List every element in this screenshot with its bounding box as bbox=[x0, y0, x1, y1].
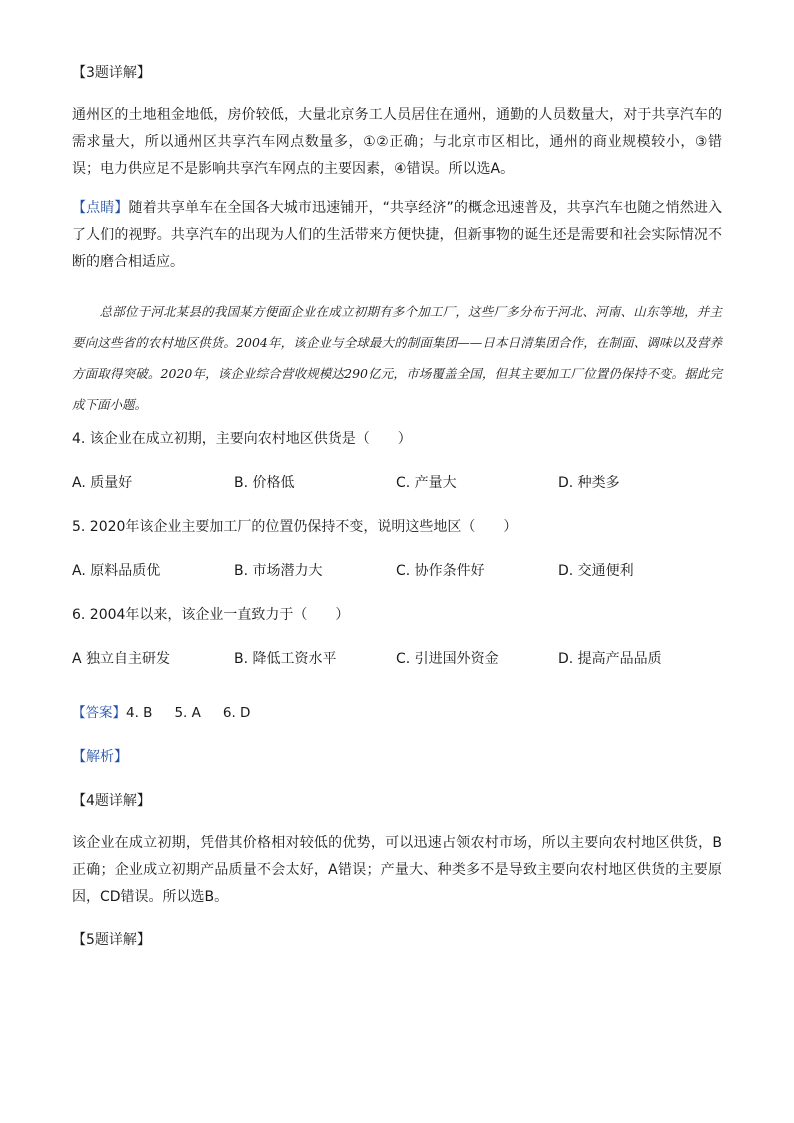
question-5-stem: 5. 2020年该企业主要加工厂的位置仍保持不变，说明这些地区（ ） bbox=[72, 519, 518, 535]
answer-6: 6. D bbox=[222, 705, 251, 721]
option-c: C. 协作条件好 bbox=[396, 563, 485, 579]
document-page bbox=[72, 62, 722, 951]
answer-label: 【答案】 bbox=[72, 705, 126, 721]
q4-detail-label: 【4题详解】 bbox=[72, 793, 151, 809]
option-a: A 独立自主研发 bbox=[72, 651, 171, 667]
option-b: B. 价格低 bbox=[234, 475, 295, 491]
question-5-options bbox=[72, 560, 722, 582]
question-4-options bbox=[72, 472, 722, 494]
option-a: A. 原料品质优 bbox=[72, 563, 161, 579]
comment-label: 【点睛】 bbox=[72, 200, 129, 216]
option-c: C. 产量大 bbox=[396, 475, 457, 491]
q4-detail-text: 该企业在成立初期，凭借其价格相对较低的优势，可以迅速占领农村市场，所以主要向农村地区供货，B正确；企业成立初期产品质量不会太好，A错误；产量大、种类多不是导致主要向农村地区供货的主要原因，CD错误。所以选B。 bbox=[72, 835, 722, 905]
question-6-stem: 6. 2004年以来，该企业一直致力于（ ） bbox=[72, 607, 350, 623]
answer-5: 5. A bbox=[174, 705, 201, 721]
comment-text: 随着共享单车在全国各大城市迅速铺开，“共享经济”的概念迅速普及，共享汽车也随之悄然进入了人们的视野。共享汽车的出现为人们的生活带来方便快捷，但新事物的诞生还是需要和社会实际情况不断的磨合相适应。 bbox=[72, 200, 722, 270]
comment-paragraph bbox=[72, 195, 722, 276]
option-c: C. 引进国外资金 bbox=[396, 651, 499, 667]
analysis-label: 【解析】 bbox=[72, 749, 128, 765]
option-d: D. 交通便利 bbox=[558, 563, 634, 579]
q5-detail-label: 【5题详解】 bbox=[72, 932, 151, 948]
question-4-stem: 4. 该企业在成立初期，主要向农村地区供货是（ ） bbox=[72, 431, 412, 447]
question-6-options bbox=[72, 648, 722, 670]
q3-detail-text: 通州区的土地租金地低，房价较低，大量北京务工人员居住在通州，通勤的人员数量大，对于共享汽车的需求量大，所以通州区共享汽车网点数量多，①②正确；与北京市区相比，通州的商业规模较小，③错误；电力供应足不是影响共享汽车网点的主要因素，④错误。所以选A。 bbox=[72, 107, 722, 177]
option-b: B. 市场潜力大 bbox=[234, 563, 323, 579]
option-a: A. 质量好 bbox=[72, 475, 133, 491]
reading-passage: 总部位于河北某县的我国某方便面企业在成立初期有多个加工厂，这些厂多分布于河北、河南、山东等地，并主要向这些省的农村地区供货。2004年，该企业与全球最大的制面集团——日本日清集团合作，在制面、调味以及营养方面取得突破。2020年，该企业综合营收规模达290亿元，市场覆盖全国，但其主要加工厂位置仍保持不变。据此完成下面小题。 bbox=[72, 304, 722, 412]
option-d: D. 提高产品品质 bbox=[558, 651, 662, 667]
option-d: D. 种类多 bbox=[558, 475, 620, 491]
answer-line bbox=[72, 702, 722, 724]
answer-4: 4. B bbox=[126, 705, 153, 721]
q3-detail-label: 【3题详解】 bbox=[72, 65, 151, 81]
option-b: B. 降低工资水平 bbox=[234, 651, 337, 667]
